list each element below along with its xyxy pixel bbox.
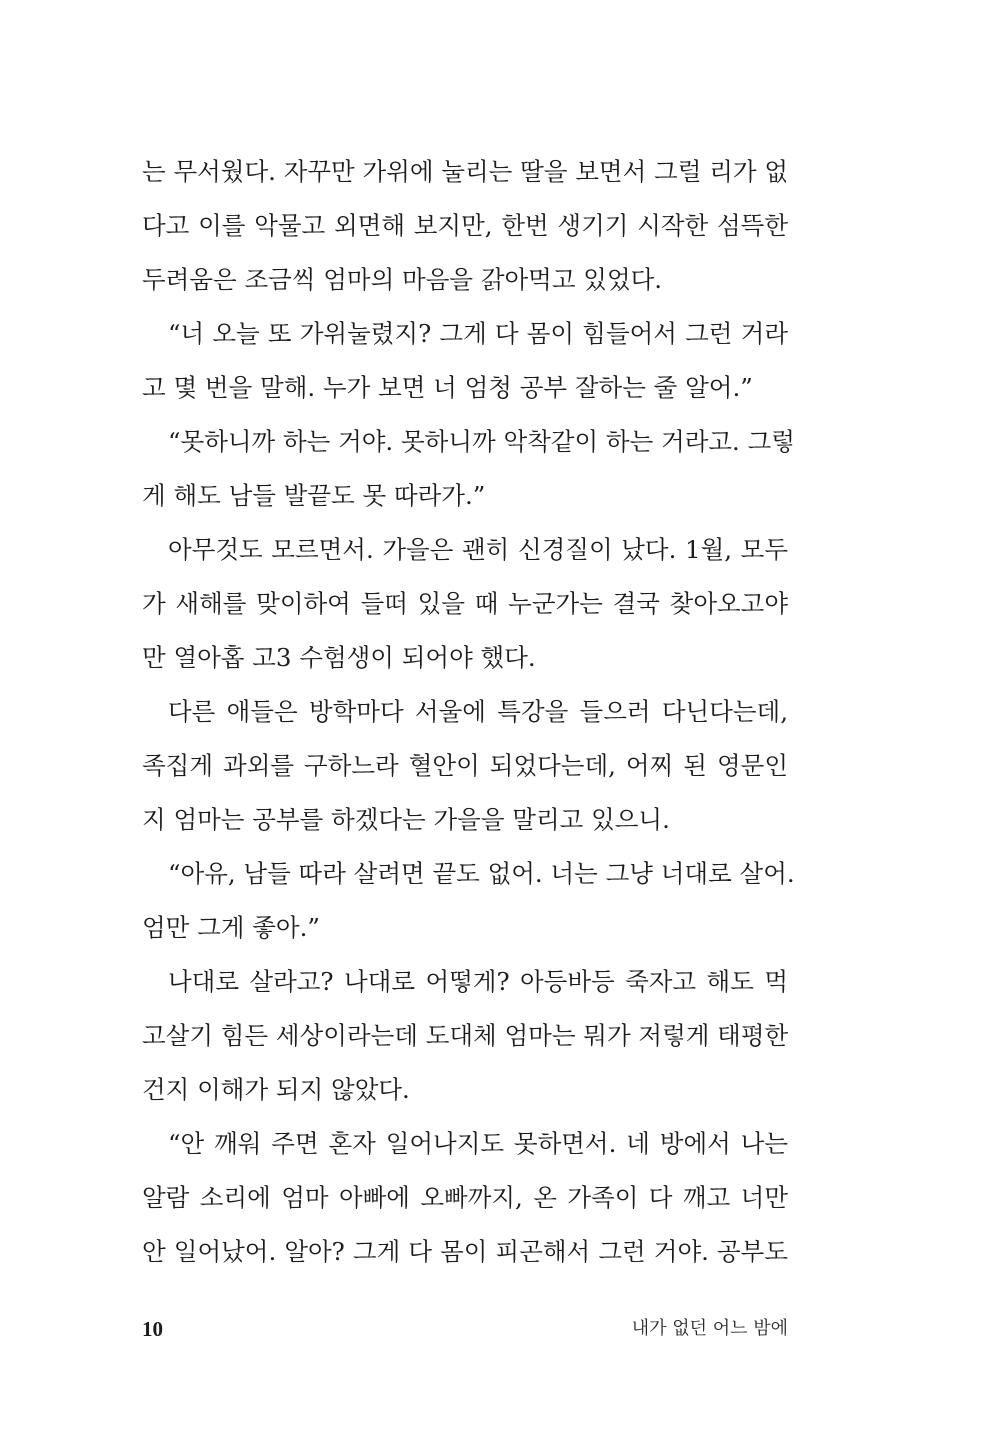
text-line: “너 오늘 또 가위눌렸지? 그게 다 몸이 힘들어서 그런 거라 — [168, 319, 788, 348]
text-line: 고살기 힘든 세상이라는데 도대체 엄마는 뭐가 저렇게 태평한 — [142, 1021, 789, 1050]
text-line: 는 무서웠다. 자꾸만 가위에 눌리는 딸을 보면서 그럴 리가 없 — [142, 157, 788, 186]
text-line: 나대로 살라고? 나대로 어떻게? 아등바등 죽자고 해도 먹 — [168, 967, 788, 996]
text-line: “아유, 남들 따라 살려면 끝도 없어. 너는 그냥 너대로 살어. — [168, 859, 795, 888]
body-text — [142, 145, 795, 1279]
page-number: 10 — [142, 1317, 163, 1341]
text-line: 지 엄마는 공부를 하겠다는 가을을 말리고 있으니. — [142, 805, 670, 834]
text-line: 만 열아홉 고3 수험생이 되어야 했다. — [142, 643, 536, 672]
page-footer — [142, 1314, 788, 1344]
text-line: 게 해도 남들 발끝도 못 따라가.” — [142, 481, 486, 510]
text-line: “안 깨워 주면 혼자 일어나지도 못하면서. 네 방에서 나는 — [168, 1129, 788, 1158]
text-line: 다고 이를 악물고 외면해 보지만, 한번 생기기 시작한 섬뜩한 — [142, 211, 788, 240]
text-line: 두려움은 조금씩 엄마의 마음을 갉아먹고 있었다. — [142, 265, 663, 294]
text-line: “못하니까 하는 거야. 못하니까 악착같이 하는 거라고. 그렇 — [168, 427, 795, 456]
text-line: 엄만 그게 좋아.” — [142, 913, 320, 942]
text-line: 고 몇 번을 말해. 누가 보면 너 엄청 공부 잘하는 줄 알어.” — [142, 373, 753, 402]
text-line: 가 새해를 맞이하여 들떠 있을 때 누군가는 결국 찾아오고야 — [142, 589, 788, 618]
text-line: 다른 애들은 방학마다 서울에 특강을 들으러 다닌다는데, — [168, 697, 788, 726]
text-line: 족집게 과외를 구하느라 혈안이 되었다는데, 어찌 된 영문인 — [142, 751, 788, 780]
text-line: 아무것도 모르면서. 가을은 괜히 신경질이 났다. 1월, 모두 — [168, 535, 788, 564]
text-line: 알람 소리에 엄마 아빠에 오빠까지, 온 가족이 다 깨고 너만 — [142, 1183, 788, 1212]
running-title: 내가 없던 어느 밤에 — [631, 1318, 788, 1339]
text-line: 건지 이해가 되지 않았다. — [142, 1075, 410, 1104]
text-line: 안 일어났어. 알아? 그게 다 몸이 피곤해서 그런 거야. 공부도 — [142, 1237, 788, 1266]
